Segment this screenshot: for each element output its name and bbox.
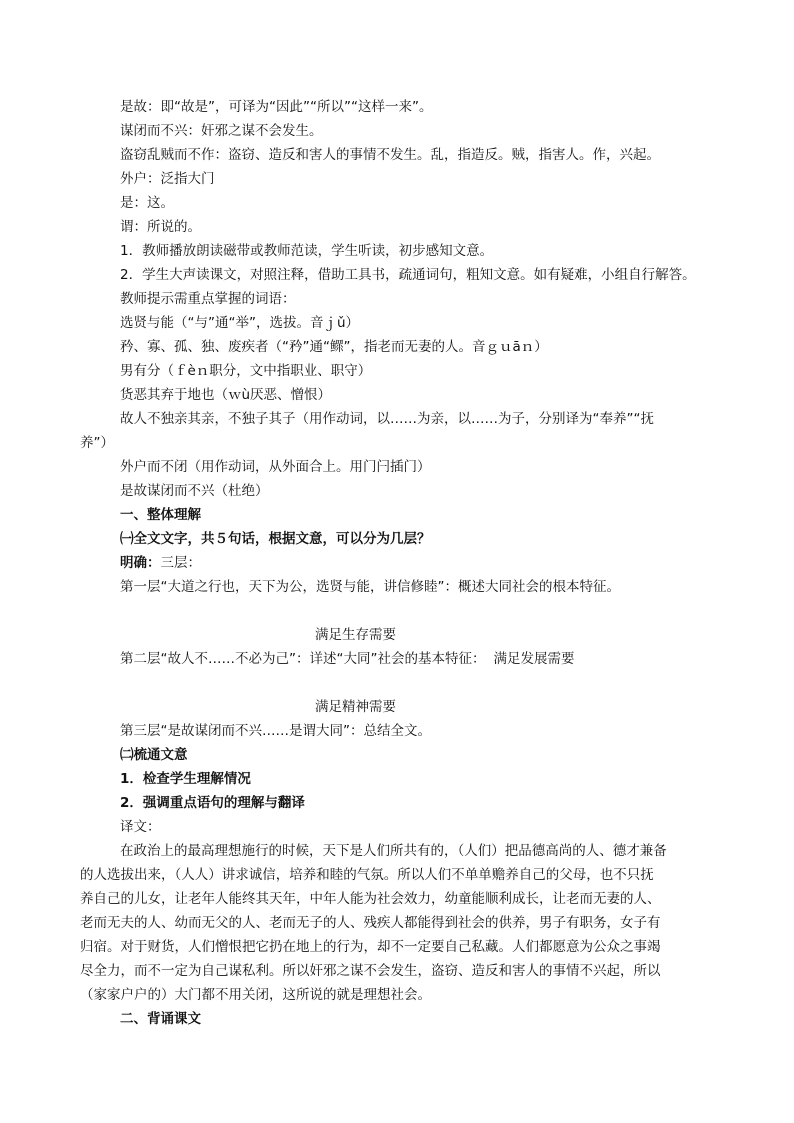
need-label: 满足精神需要 — [315, 699, 396, 715]
note-line: 外户：泛指大门 — [120, 171, 215, 187]
subsection-heading: ㈡梳通文意 — [120, 747, 188, 763]
layer-line — [120, 650, 574, 668]
answer-text: 三层： — [160, 555, 201, 571]
translation-line: 在政治上的最高理想施行的时候，天下是人们所共有的，（人们）把品德高尚的人、德才兼备 — [120, 843, 667, 859]
vocab-line: 矜、寡、孤、独、废疾者（“矜”通“鳏”，指老而无妻的人。音ｇｕāｎ） — [120, 339, 548, 355]
vocab-line: 男有分（ｆèｎ职分，文中指职业、职守） — [120, 363, 372, 379]
vocab-line: 外户而不闭（用作动词，从外面合上。用门闩插门） — [120, 459, 431, 475]
layer-line: 第三层“是故谋闭而不兴……是谓大同”：总结全文。 — [120, 723, 431, 739]
layer-text: 第二层“故人不……不必为己”：详述“大同”社会的基本特征： — [120, 651, 486, 667]
note-line: 是：这。 — [120, 195, 174, 211]
answer-label: 明确： — [120, 555, 161, 571]
translation-line: 尽全力，而不一定为自己谋私利。所以奸邪之谋不会发生，盗窃、造反和害人的事情不兴起，所以 — [80, 963, 661, 979]
question-line: ㈠全文文字，共５句话，根据文意，可以分为几层？ — [120, 531, 431, 547]
vocab-line: 选贤与能（“与”通“举”，选拔。音ｊǔ） — [120, 315, 360, 331]
step-heading: 1．检查学生理解情况 — [120, 771, 251, 787]
section-heading: 二、背诵课文 — [120, 1011, 201, 1027]
note-line: 谋闭而不兴：奸邪之谋不会发生。 — [120, 123, 323, 139]
step-line: 1．教师播放朗读磁带或教师范读，学生听读，初步感知文意。 — [120, 243, 494, 259]
vocab-line-continued: 养”） — [80, 435, 114, 451]
vocab-line: 是故谋闭而不兴（杜绝） — [120, 483, 269, 499]
translation-label: 译文： — [120, 819, 161, 835]
need-label: 满足发展需要 — [493, 651, 575, 667]
vocab-line: 故人不独亲其亲，不独子其子（用作动词，以……为亲，以……为子，分别译为“奉养”“抚 — [120, 411, 654, 427]
translation-line: （家家户户的）大门都不用关闭，这所说的就是理想社会。 — [80, 987, 431, 1003]
note-line: 盗窃乱贼而不作：盗窃、造反和害人的事情不发生。乱，指造反。贼，指害人。作，兴起。 — [120, 147, 660, 163]
vocab-line: 货恶其弃于地也（ｗù厌恶、憎恨） — [120, 387, 332, 403]
translation-line: 老而无夫的人、幼而无父的人、老而无子的人、残疾人都能得到社会的供养，男子有职务，女子有 — [80, 915, 661, 931]
layer-line: 第一层“大道之行也，天下为公，选贤与能，讲信修睦”：概述大同社会的根本特征。 — [120, 579, 620, 595]
step-line: 2．学生大声读课文，对照注释，借助工具书，疏通词句，粗知文意。如有疑难，小组自行解答。 — [120, 267, 696, 283]
step-heading: 2．强调重点语句的理解与翻译 — [120, 795, 305, 811]
need-label: 满足生存需要 — [315, 627, 396, 643]
note-line: 是故：即“故是”，可译为“因此”“所以”“这样一来”。 — [120, 99, 433, 115]
section-heading: 一、整体理解 — [120, 507, 201, 523]
translation-line: 归宿。对于财货，人们憎恨把它扔在地上的行为，却不一定要自己私藏。人们都愿意为公众之事竭 — [80, 939, 661, 955]
translation-line: 的人选拔出来，（人人）讲求诚信，培养和睦的气氛。所以人们不单单赡养自己的父母，也不只抚 — [80, 867, 654, 883]
note-line: 谓：所说的。 — [120, 219, 201, 235]
vocab-heading: 教师提示需重点掌握的词语： — [120, 291, 296, 307]
translation-line: 养自己的儿女，让老年人能终其天年，中年人能为社会效力，幼童能顺利成长，让老而无妻的人、 — [80, 891, 661, 907]
answer-line — [120, 554, 201, 572]
